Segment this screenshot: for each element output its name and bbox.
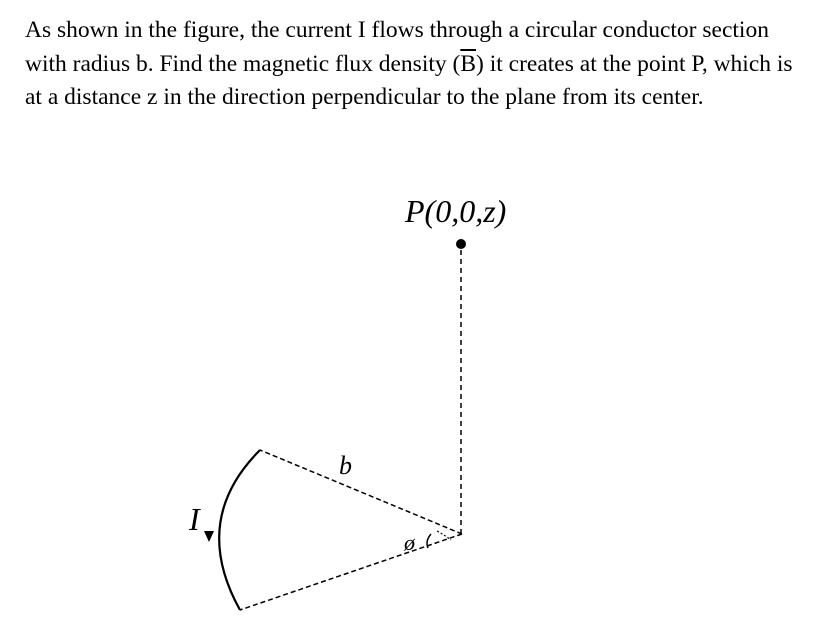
radius-b-label: b xyxy=(339,451,352,480)
radius-line-upper xyxy=(260,450,462,534)
angle-phi-label: ø xyxy=(404,530,415,555)
current-arrow-icon xyxy=(204,531,214,542)
point-p-label: P(0,0,z) xyxy=(405,193,507,229)
conductor-arc xyxy=(219,450,260,610)
vector-b-symbol: $\overline{B}$ xyxy=(460,50,477,77)
radius-line-lower xyxy=(240,534,462,610)
problem-text-before: As shown in the figure, the current I flows through a circular conductor section with radius b. Find the magnetic flux density ( xyxy=(25,17,769,77)
angle-arc-dashes xyxy=(437,531,451,540)
problem-text-after: ) it creates at the point P, which is at a distance z in the direction perpendicular to the plane from its center. xyxy=(25,50,793,110)
current-i-label: I xyxy=(189,501,200,537)
point-p-dot xyxy=(456,239,466,249)
